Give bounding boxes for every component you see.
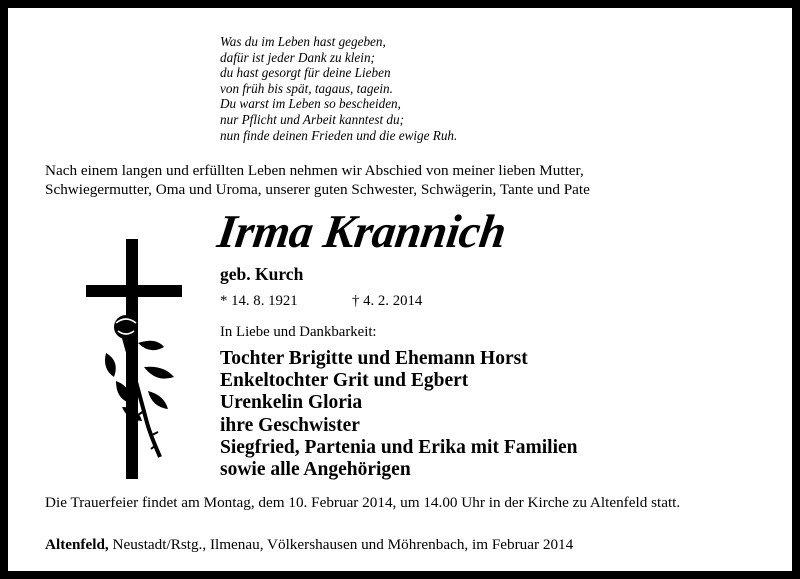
signoff-place: Altenfeld, — [45, 536, 109, 553]
intro-line: Nach einem langen und erfüllten Leben nehmen wir Abschied von meiner lieben Mutter, — [45, 162, 584, 179]
funeral-info: Die Trauerfeier findet am Montag, dem 10. Februar 2014, um 14.00 Uhr in der Kirche zu Altenfeld statt. — [45, 494, 681, 511]
signoff-rest: Neustadt/Rstg., Ilmenau, Völkershausen und Möhrenbach, im Februar 2014 — [108, 536, 574, 553]
poem-line: nun finde deinen Frieden und die ewige Ruh. — [220, 127, 458, 143]
cross-with-rose-icon — [86, 239, 182, 479]
mourner-line: Urenkelin Gloria — [220, 392, 363, 414]
poem-line: von früh bis spät, tagaus, tagein. — [220, 80, 393, 96]
poem-line: dafür ist jeder Dank zu klein; — [220, 49, 375, 65]
intro-text — [45, 161, 590, 199]
poem — [220, 34, 457, 143]
intro-line: Schwiegermutter, Oma und Uroma, unserer guten Schwester, Schwägerin, Tante und Pate — [45, 181, 590, 198]
mourners-list — [220, 348, 577, 481]
poem-line: du hast gesorgt für deine Lieben — [220, 65, 391, 81]
mourner-line: Enkeltochter Grit und Egbert — [220, 370, 469, 392]
mourner-line: Siegfried, Partenia und Erika mit Familien — [220, 436, 578, 458]
deceased-name: Irma Krannich — [214, 206, 510, 258]
mourner-line: sowie alle Angehörigen — [220, 459, 411, 481]
born-name: geb. Kurch — [220, 264, 304, 284]
poem-line: nur Pflicht und Arbeit kanntest du; — [220, 111, 404, 127]
mourners-intro: In Liebe und Dankbarkeit: — [220, 324, 377, 340]
mourner-line: ihre Geschwister — [220, 414, 360, 436]
mourner-line: Tochter Brigitte und Ehemann Horst — [220, 348, 528, 369]
signoff — [45, 536, 573, 554]
poem-line: Was du im Leben hast gegeben, — [220, 34, 386, 49]
birth-date: * 14. 8. 1921 — [220, 293, 298, 309]
death-date: † 4. 2. 2014 — [352, 293, 423, 309]
poem-line: Du warst im Leben so bescheiden, — [220, 96, 401, 112]
life-dates — [220, 293, 423, 310]
